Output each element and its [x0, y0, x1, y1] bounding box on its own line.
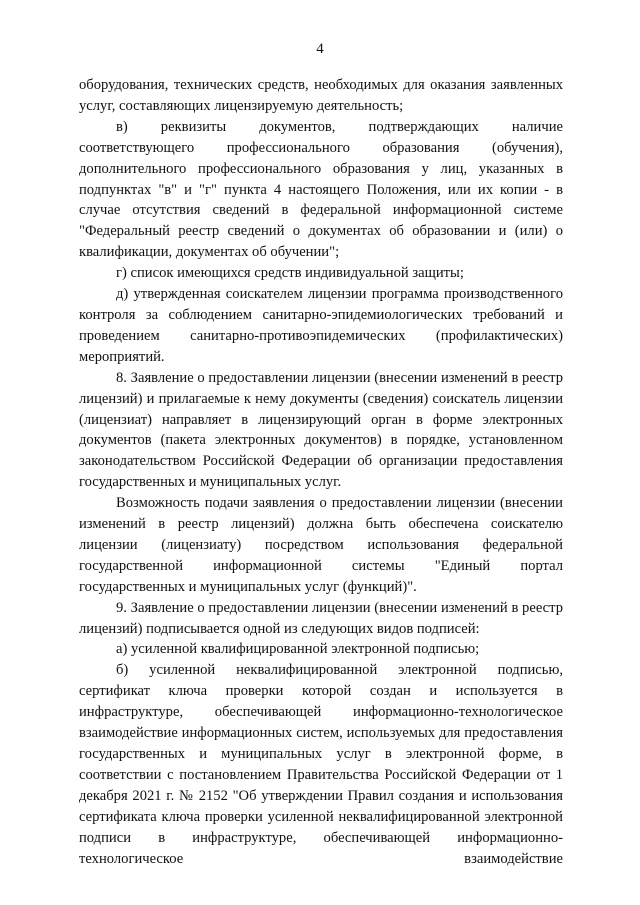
paragraph-item-d: д) утвержденная соискателем лицензии программа производственного контроля за соблюдением санитарно-эпидемиологических требований и проведением санитарно-противоэпидемических (профилактических) мероприятий. [79, 286, 563, 365]
paragraph-section-9-b: б) усиленной неквалифицированной электронной подписью, сертификат ключа проверки которой создан и используется в инфраструктуре, обеспечивающей информационно-технологическое взаимодействие информационных систем, используемых для предоставления государственных и муниципальных услуг в электронной форме, в соответствии с постановлением Правительства Российской Федерации от 1 декабря 2021 г. № 2152 "Об утверждении Правил создания и использования сертификата ключа проверки усиленной неквалифицированной электронной подписи в инфраструктуре, обеспечивающей информационно-технологическое взаимодействие [79, 662, 563, 867]
paragraph-section-9: 9. Заявление о предоставлении лицензии (внесении изменений в реестр лицензий) подписывается одной из следующих видов подписей: [79, 599, 563, 637]
paragraph-section-8: 8. Заявление о предоставлении лицензии (внесении изменений в реестр лицензий) и прилагаемые к нему документы (сведения) соискатель лицензии (лицензиат) направляет в лицензирующий орган в форме электронных документов (пакета электронных документов) в порядке, установленном законодательством Российской Федерации об организации предоставления государственных и муниципальных услуг. [79, 369, 563, 491]
page-number: 4 [316, 41, 324, 57]
paragraph-item-g: г) список имеющихся средств индивидуальной защиты; [116, 265, 464, 282]
paragraph-item-v: в) реквизиты документов, подтверждающих наличие соответствующего профессионального образования (обучения), дополнительного профессионального образования у лиц, указанных в подпунктах "в" и "г" пункта 4 настоящего Положения, или их копии - в случае отсутствия сведений в федеральной информационной системе "Федеральный реестр сведений о документах об образовании и (или) о квалификации, документах об обучении"; [79, 118, 563, 261]
paragraph-section-8-possibility: Возможность подачи заявления о предоставлении лицензии (внесении изменений в реестр лицензий) должна быть обеспечена соискателю лицензии (лицензиату) посредством использования федеральной государственной информационной системы "Единый портал государственных и муниципальных услуг (функций)". [79, 495, 563, 595]
paragraph-section-9-a: а) усиленной квалифицированной электронной подписью; [116, 641, 480, 658]
paragraph-equipment-continuation: оборудования, технических средств, необходимых для оказания заявленных услуг, составляющих лицензируемую деятельность; [79, 77, 563, 114]
document-body [79, 75, 563, 869]
